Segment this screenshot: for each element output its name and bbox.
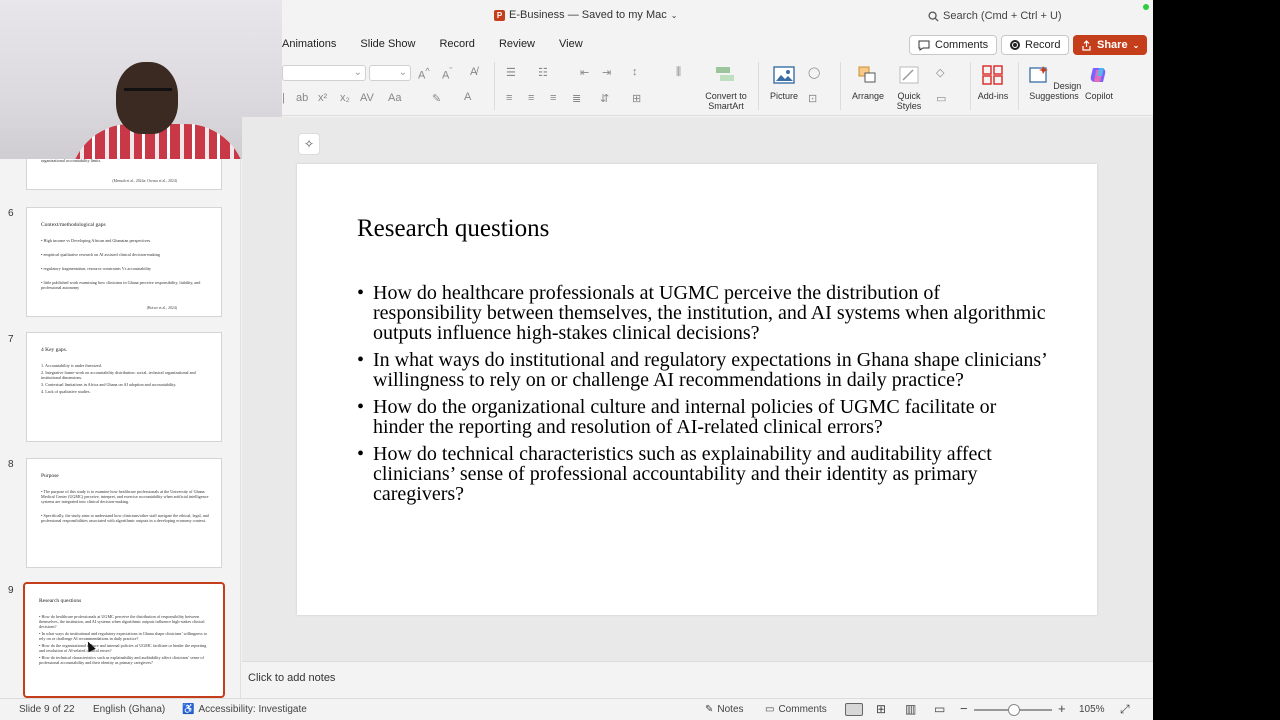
comments-toggle[interactable] [765,704,827,715]
increase-indent-icon[interactable]: ⇥ [602,67,612,79]
thumbnail-text: organizational accountability limits. [41,159,102,163]
share-icon [1081,40,1092,51]
copilot-label: Copilot [1084,91,1113,101]
tab-view[interactable]: View [559,38,583,50]
thumbnail-text: • regulatory fragmentation, resource constraints Vs accountability [41,266,152,271]
font-size-dropdown[interactable]: ⌄ [369,65,411,81]
picture-button[interactable] [764,64,804,101]
slide-bullet-list[interactable] [357,283,1047,511]
shape-outline-icon[interactable]: ▭ [936,93,947,105]
ribbon-divider [758,62,759,110]
zoom-level[interactable]: 105% [1079,704,1105,715]
normal-view-icon[interactable] [845,703,863,716]
screen-border [1153,0,1280,720]
highlight-icon[interactable]: ✎ [432,93,442,105]
slide-number: 7 [8,334,14,345]
chevron-down-icon: ⌄ [670,10,678,20]
arrange-label: Arrange [851,91,885,101]
record-button[interactable] [1001,35,1069,55]
ribbon-divider [494,62,495,110]
status-bar [0,698,1153,720]
convert-smartart-button[interactable] [702,64,750,111]
justify-icon[interactable]: ≣ [572,93,582,105]
underline-icon[interactable]: | [282,92,285,104]
thumbnail-body [41,363,211,396]
search-icon [928,11,939,22]
slide-bullet: • How do healthcare professionals at UGMC perceive the distribution of responsibility between themselves, the institution, and AI systems when algorithmic outputs influence high-stakes clinical decisions? [357,283,1047,343]
thumbnail-body [41,159,211,165]
slide-number: 6 [8,208,14,219]
notes-icon: ✎ [705,704,714,715]
slide-bullet: • How do technical characteristics such as explainability and auditability affect clinicians’ sense of professional accountability and their identity as primary caregivers? [357,444,1047,504]
copilot-icon [1087,64,1111,86]
font-color-icon[interactable]: A [464,91,472,103]
accessibility-icon: ♿ [182,704,195,715]
thumbnail-text: 3. Contextual limitations in Africa and Ghana on AI adoption and accountability. [41,382,177,387]
numbering-icon[interactable]: ☷ [538,67,548,79]
thumbnail-text: • How do technical characteristics such as explainability and auditability affect clinicians’ sense of professional accountability and their identity as primary caregivers? [39,655,204,665]
tab-record[interactable]: Record [439,38,475,50]
comment-icon [918,40,930,51]
tab-slide-show[interactable]: Slide Show [360,38,416,50]
slide-bullet: • In what ways do institutional and regulatory expectations in Ghana shape clinicians’ willingness to rely on or challenge AI recommendations in daily practice? [357,350,1047,390]
recording-indicator-icon [1143,4,1149,10]
strikethrough-icon[interactable]: ab [296,92,309,104]
increase-font-icon[interactable]: A^ [418,66,430,82]
decrease-font-icon[interactable]: $A^ˇ$ [442,66,453,82]
thumbnail-text: • little published work examining how clinicians in Ghana perceive responsibility, liability, and professional autonomy [41,280,201,290]
notes-toggle-label: Notes [717,704,744,715]
thumbnail-body [41,238,211,299]
quick-styles-label: Quick Styles [896,91,922,111]
align-right-icon[interactable]: ≡ [550,92,557,104]
ribbon-tabs [282,36,607,54]
fit-to-window-icon[interactable]: ⤢ [1120,702,1130,716]
thumbnail-text: • High income vs Developing African and Ghanaian perspectives. [41,238,152,243]
superscript-icon[interactable]: x² [318,92,328,104]
addins-label: Add-ins [977,91,1009,101]
thumbnail-text: • How do healthcare professionals at UGMC perceive the distribution of responsibility between themselves, the institution, and AI systems when algorithmic outputs influence high-stakes clinical decisions? [39,614,205,629]
design-suggestions-icon [1027,64,1051,86]
ribbon [282,58,1153,116]
comments-toggle-label: Comments [778,704,827,715]
design-suggestions-button[interactable] [1024,64,1084,101]
notes-toggle[interactable] [705,704,744,715]
quick-styles-icon [897,64,921,86]
text-box-icon[interactable]: ⊡ [808,93,818,105]
addins-icon [981,64,1005,86]
slide-thumbnail-8[interactable] [26,458,222,568]
thumbnail-text: • empirical qualitative research on AI assisted clinical decision-making [41,252,160,257]
zoom-in-icon[interactable]: + [1058,701,1066,716]
thumbnail-text: • How do the organizational culture and internal policies of UGMC facilitate or hinder the reporting and resolution of AI-related clinical errors? [39,643,207,653]
thumbnail-citation: (Botwe et al., 2024) [146,306,177,310]
subscript-icon[interactable]: x₂ [340,92,350,104]
presenter-glasses [124,88,172,100]
decrease-indent-icon[interactable]: ⇤ [580,67,590,79]
tab-review[interactable]: Review [498,38,536,50]
comments-button[interactable] [909,35,997,55]
quick-styles-button[interactable] [890,64,928,111]
slide-counter: Slide 9 of 22 [19,704,75,715]
thumbnail-title: 4 Key gaps. [41,347,68,353]
record-icon [1010,40,1020,50]
ribbon-divider [970,62,971,110]
slideshow-view-icon[interactable]: ▭ [934,702,946,716]
character-spacing-icon[interactable]: AV [360,92,374,104]
smartart-icon [714,64,738,86]
search-placeholder: Search (Cmd + Ctrl + U) [943,10,1062,22]
powerpoint-icon: P [494,10,505,21]
align-left-icon[interactable]: ≡ [506,92,513,104]
reading-view-icon[interactable]: ▥ [905,702,917,716]
webcam-video [0,0,282,159]
tab-animations[interactable]: Animations [282,38,337,50]
comments-button-label: Comments [935,39,989,51]
accessibility-checker[interactable] [182,704,307,715]
share-button-label: Share [1097,39,1128,51]
text-direction-icon[interactable]: ⇵ [600,93,610,105]
arrange-button[interactable] [848,64,888,101]
clear-format-icon[interactable]: A̸ [470,66,478,78]
slide-sorter-icon[interactable]: ⊞ [876,702,887,716]
thumbnail-text: 2. Integrative frame-work on accountability distribution: social, technical organizational and institutional dimensions. [41,370,196,380]
slide-number: 9 [8,585,14,596]
thumbnail-text: • In what ways do institutional and regulatory expectations in Ghana shape clinicians’ willingness to rely on or challenge AI recommendations in daily practice? [39,631,207,641]
comment-icon: ▭ [765,704,775,715]
slide-thumbnail-9[interactable] [23,582,225,698]
design-suggestions-label: Design Suggestions [1029,81,1082,101]
search-box[interactable] [928,10,1062,22]
notes-pane[interactable] [242,661,1153,698]
record-button-label: Record [1025,39,1061,51]
slide-thumbnail-7[interactable] [26,332,222,442]
line-spacing-icon[interactable]: ↕ [632,66,638,78]
notes-placeholder: Click to add notes [248,672,336,684]
slide-editor [242,117,1153,698]
language-indicator[interactable]: English (Ghana) [93,704,166,715]
slide-bullet: • How do the organizational culture and internal policies of UGMC facilitate or hinder the reporting and resolution of AI-related clinical errors? [357,397,1047,437]
shapes-icon[interactable]: ◯ [808,67,821,79]
arrange-icon [856,64,880,86]
copilot-button[interactable] [1082,64,1116,101]
convert-smartart-label: Convert to SmartArt [705,91,747,111]
thumbnail-text: • Specifically, the study aims to understand how clinicians/other staff navigate the ethical, legal, and professional responsibilities associated with algorithmic outputs in a developing economy context. [41,513,209,523]
document-title[interactable] [494,9,677,21]
slide-number: 8 [8,459,14,470]
align-text-icon[interactable]: ⊞ [632,93,642,105]
current-slide[interactable] [297,164,1097,615]
thumbnail-text: 4. Lack of qualitative studies. [41,389,91,394]
thumbnail-body [39,614,213,667]
bullets-icon[interactable]: ☰ [506,67,516,79]
slide-title[interactable]: Research questions [357,215,550,242]
thumbnail-text: 1. Accountability is under theorized. [41,363,102,368]
slide-thumbnail-5[interactable] [26,159,222,190]
slide-thumbnail-6[interactable] [26,207,222,317]
align-center-icon[interactable]: ≡ [528,92,535,104]
thumbnail-title: Research questions [39,598,82,604]
ribbon-divider [1018,62,1019,110]
ribbon-divider [840,62,841,110]
font-name-dropdown[interactable]: ⌄ [282,65,366,81]
thumbnail-title: Purpose [41,473,59,479]
zoom-slider-handle[interactable] [1008,704,1020,716]
share-button[interactable] [1073,35,1147,55]
document-title-text: E-Business — Saved to my Mac [509,9,667,21]
thumbnail-citation: (Mensah et al., 2024a; Owusu et al., 2024) [112,179,177,183]
change-case-icon[interactable]: Aa [388,92,402,104]
columns-icon[interactable]: ⫼ [676,66,682,78]
shape-fill-icon[interactable]: ◇ [936,67,945,79]
designer-sparkle-button[interactable]: ✧ [298,133,320,155]
addins-button[interactable] [974,64,1012,101]
thumbnail-title: Context/methodological gaps [41,222,106,228]
picture-icon [772,64,796,86]
thumbnail-text: • The purpose of this study is to examine how healthcare professionals at the University of Ghana Medical Center (UGMC) perceive, interpret, and exercise accountability when artificial intelligence systems are integrated into clinical decision-making. [41,489,209,504]
picture-label: Picture [769,91,798,101]
thumbnail-body [41,489,211,532]
zoom-out-icon[interactable]: − [960,701,968,716]
accessibility-label: Accessibility: Investigate [198,704,307,715]
chevron-down-icon: ⌄ [1132,40,1140,50]
slide-thumbnails-pane[interactable] [0,159,241,698]
